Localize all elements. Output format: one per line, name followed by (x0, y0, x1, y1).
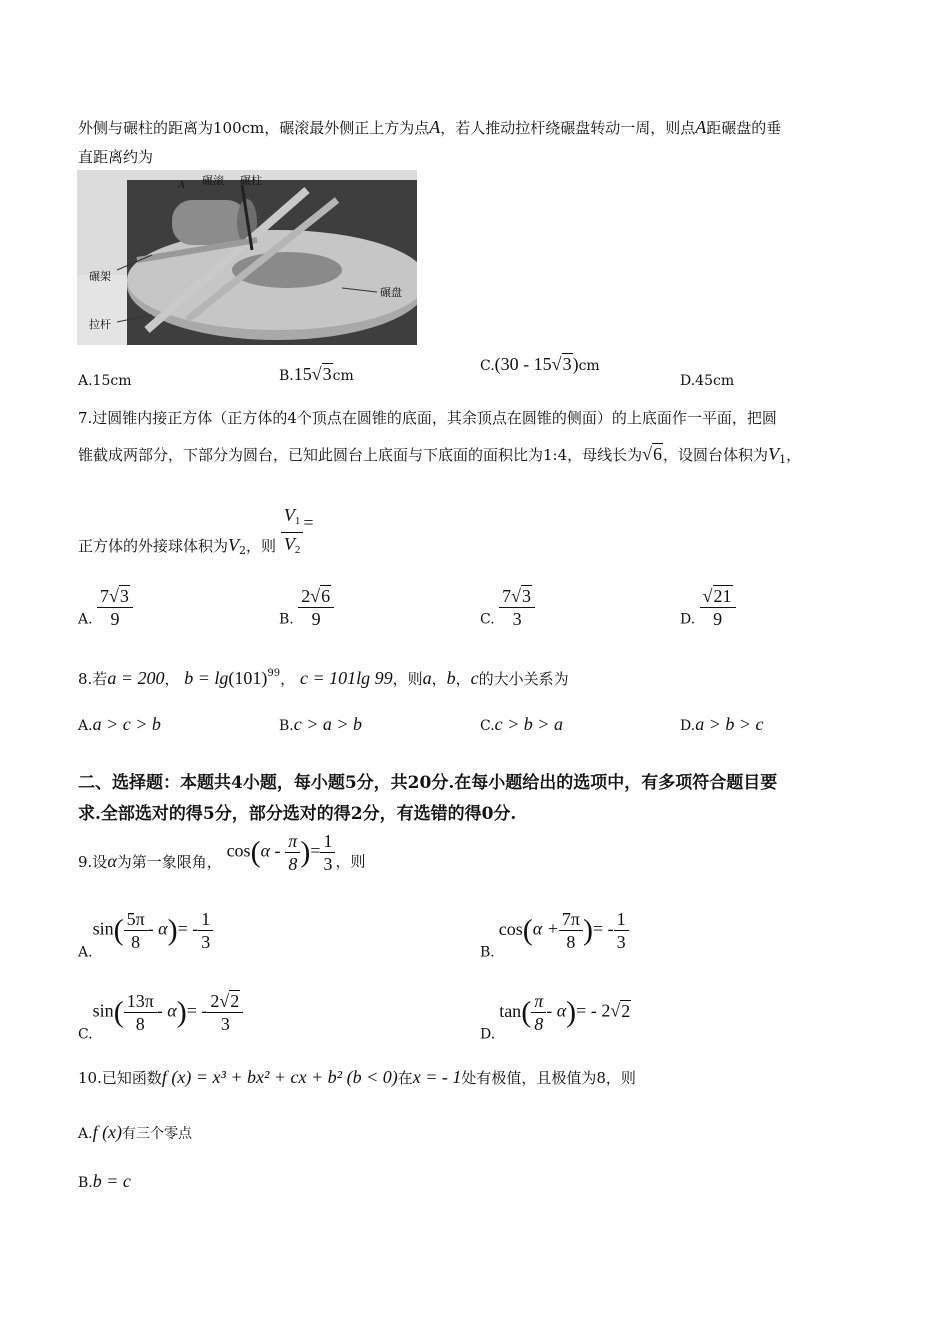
q9-option-a: A.sin( $\frac{5\pi}{8}$ - α)= - $\frac{1}{3}$ (78, 908, 213, 961)
q6-option-b: B.15√3cm (279, 364, 354, 384)
fig-label-pillar: 碾柱 (240, 174, 262, 187)
fig-label-roller: 碾滚 (202, 174, 224, 187)
q7-option-a: A. $\frac{7√3}{9}$ (78, 585, 133, 630)
q6-line1: 外侧与碾柱的距离为100cm，碾滚最外侧正上方为点A，若人推动拉杆绕碾盘转动一周，则点A距碾盘的垂 (78, 117, 782, 137)
q6-line2: 直距离约为 (78, 148, 154, 166)
q6-option-d: D.45cm (680, 373, 735, 389)
section2-heading-line1: 二、选择题：本题共4小题，每小题5分，共20分.在每小题给出的选项中，有多项符合题目要 (78, 773, 778, 793)
fig-label-rod: 拉杆 (89, 318, 111, 331)
millstone-photo (77, 170, 417, 345)
q6-option-a: A.15cm (78, 373, 132, 389)
q7-line2: 锥截成两部分，下部分为圆台，已知此圆台上底面与下底面的面积比为1:4，母线长为√6，设圆台体积为$V_1$， (78, 444, 802, 466)
q9-option-c: C.sin( $\frac{13\pi}{8}$ - α)= - $\frac{2√2}{3}$ (78, 990, 243, 1043)
q8-option-b: B.c > a > b (279, 714, 363, 734)
q6-option-c: C.(30 - 15√3)cm (480, 354, 600, 374)
q9-option-d: D.tan( $\frac{\pi}{8}$ - α)= - 2√2 (480, 991, 631, 1043)
q10-option-a: A.f (x)有三个零点 (78, 1122, 193, 1142)
q7-line1: 7.过圆锥内接正方体（正方体的4个顶点在圆锥的底面，其余顶点在圆锥的侧面）的上底面作一平面，把圆 (78, 409, 777, 427)
q7-option-c: C. $\frac{7√3}{3}$ (480, 585, 535, 630)
q7-option-b: B. $\frac{2√6}{9}$ (279, 585, 334, 630)
q8-stem: 8.若a = 200， $b = \lg(101)^{99}$， c = 101lg 99，则a，b，c的大小关系为 (78, 668, 569, 688)
q7-line3: 正方体的外接球体积为$V_2$，则 $\frac{V_1}{V_2}$ = (78, 505, 314, 557)
q8-option-a: A.a > c > b (78, 714, 161, 734)
fig-label-a: A (178, 179, 185, 191)
q10-option-b: B.b = c (78, 1171, 131, 1191)
section2-heading-line2: 求.全部选对的得5分，部分选对的得2分，有选错的得0分. (78, 804, 517, 824)
millstone-illustration (77, 170, 417, 345)
q8-option-c: C.c > b > a (480, 714, 563, 734)
fig-label-frame: 碾架 (89, 270, 111, 283)
q7-option-d: D. $\frac{√21}{9}$ (680, 585, 736, 630)
q8-option-d: D.a > b > c (680, 714, 764, 734)
q9-stem: 9.设α为第一象限角， cos(α - $\frac{\pi}{8}$ )= $\frac{1}{3}$ ，则 (78, 831, 366, 874)
fig-label-disc: 碾盘 (380, 286, 402, 299)
point-a: A (429, 117, 441, 137)
q9-option-b: B.cos(α + $\frac{7\pi}{8}$ )= - $\frac{1}{3}$ (480, 908, 629, 961)
q10-stem: 10.已知函数f (x) = x³ + bx² + cx + b² (b < 0)在x = - 1处有极值，且极值为8，则 (78, 1067, 636, 1087)
